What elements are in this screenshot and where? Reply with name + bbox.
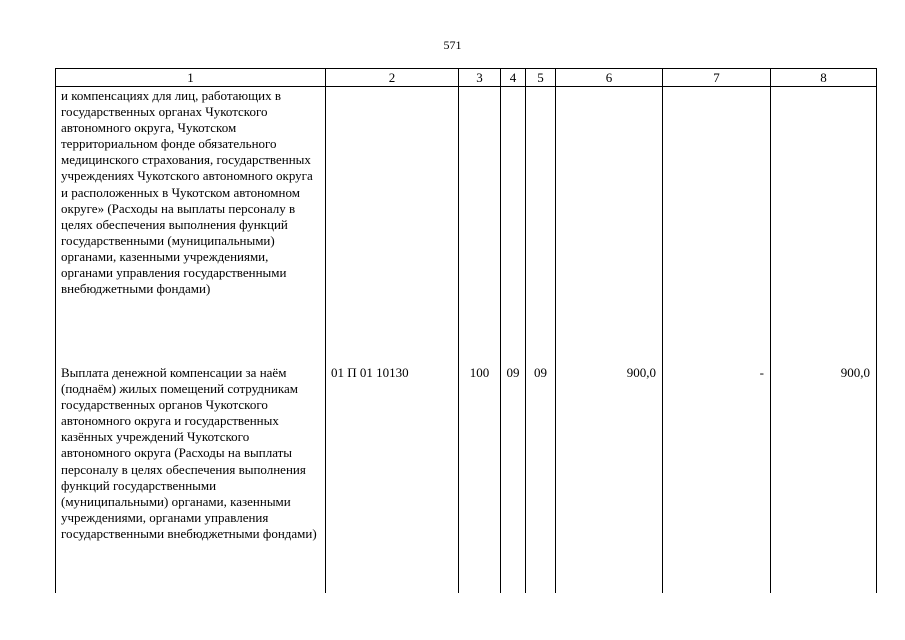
table-row: [56, 364, 877, 593]
row-col8-cell: 900,0: [771, 364, 877, 593]
row-col3-cell: [459, 87, 501, 365]
column-header-8: 8: [771, 69, 877, 87]
row-col8-cell: [771, 87, 877, 365]
row-col4-cell: [501, 87, 526, 365]
column-header-7: 7: [663, 69, 771, 87]
row-code-cell: [326, 87, 459, 365]
row-col3-cell: 100: [459, 364, 501, 593]
row-col7-cell: [663, 87, 771, 365]
row-name-cell: и компенсациях для лиц, работающих в государственных органах Чукотского автономного округа, Чукотском территориальном фонде обязательного медицинского страхования, государственных учреждениях Чукотского автономного округа и расположенных в Чукотском автономном округе» (Расходы на выплаты персоналу в целях обеспечения выполнения функций государственными (муниципальными) органами, казенными учреждениями, органами управления государственными внебюджетными фондами): [56, 87, 326, 365]
page-number: 571: [443, 38, 462, 52]
row-col7-cell: -: [663, 364, 771, 593]
column-header-6: 6: [556, 69, 663, 87]
row-name-cell: Выплата денежной компенсации за наём (поднаём) жилых помещений сотрудникам государственных органов Чукотского автономного округа и государственных казённых учреждений Чукотского автономного округа (Расходы на выплаты персоналу в целях обеспечения выполнения функций государственными (муниципальными) органами, казенными учреждениями, органами управления государственными внебюджетными фондами): [56, 364, 326, 593]
column-header-4: 4: [501, 69, 526, 87]
budget-table: [55, 68, 877, 593]
row-col5-cell: 09: [526, 364, 556, 593]
table-row: [56, 87, 877, 365]
column-header-3: 3: [459, 69, 501, 87]
row-col4-cell: 09: [501, 364, 526, 593]
row-code-cell: 01 П 01 10130: [326, 364, 459, 593]
column-header-1: 1: [56, 69, 326, 87]
row-col6-cell: 900,0: [556, 364, 663, 593]
row-col5-cell: [526, 87, 556, 365]
row-col6-cell: [556, 87, 663, 365]
column-header-5: 5: [526, 69, 556, 87]
column-header-2: 2: [326, 69, 459, 87]
table-header-row: [56, 69, 877, 87]
